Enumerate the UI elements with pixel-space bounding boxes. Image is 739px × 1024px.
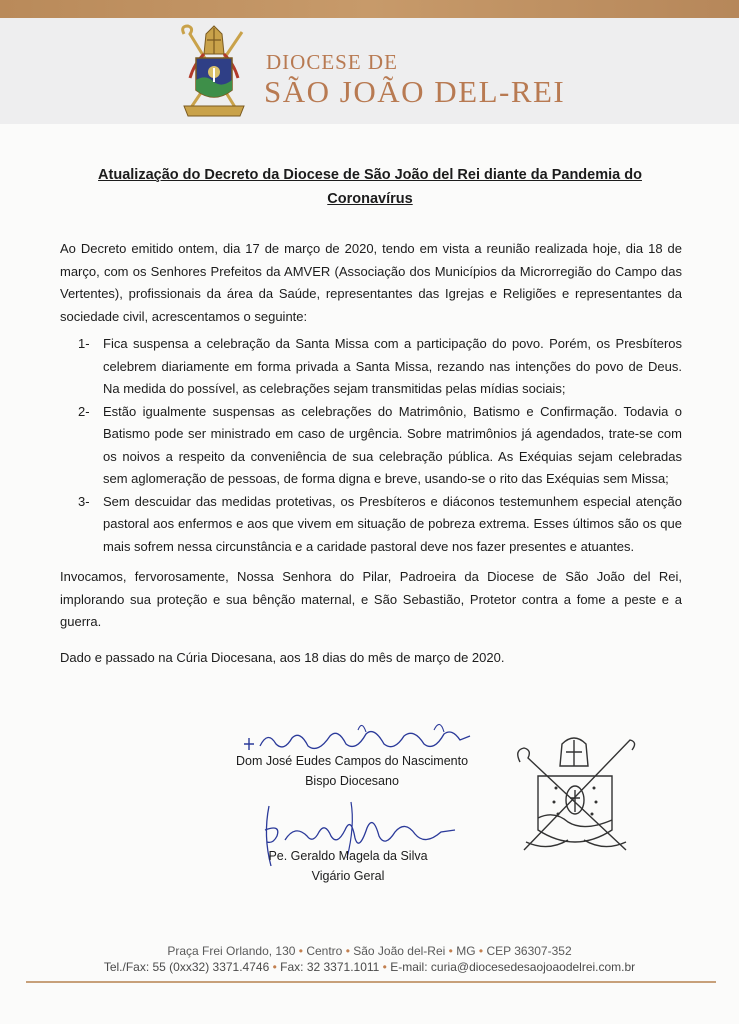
item-text: Fica suspensa a celebração da Santa Missa com a participação do povo. Porém, os Presbíteros celebrem diariamente em forma privada a Santa Missa, rezando nas intenções do povo de Deus. Na medida do possível, as celebrações sejam transmitidas pelas mídias sociais; xyxy=(103,336,682,396)
dated-line: Dado e passado na Cúria Diocesana, aos 18 dias do mês de março de 2020. xyxy=(60,649,505,665)
footer-divider xyxy=(26,981,716,983)
org-name-line2: SÃO JOÃO DEL-REI xyxy=(264,74,566,109)
footer-address xyxy=(0,944,739,958)
bishop-signature xyxy=(238,716,478,756)
org-name-line1: DIOCESE DE xyxy=(266,50,398,74)
footer-state: MG xyxy=(456,944,476,958)
separator-dot-icon: • xyxy=(448,944,457,958)
list-item xyxy=(78,333,682,401)
signer2-title: Vigário Geral xyxy=(311,869,385,883)
title-line2: Coronavírus xyxy=(327,191,413,207)
separator-dot-icon: • xyxy=(478,944,487,958)
decree-items-list xyxy=(60,333,682,558)
footer-fax: Fax: 32 3371.1011 xyxy=(280,960,380,974)
top-color-band xyxy=(0,0,739,18)
diocese-coat-of-arms-icon xyxy=(176,24,252,120)
episcopal-stamp-icon xyxy=(508,732,643,862)
item-number: 3- xyxy=(78,493,90,509)
separator-dot-icon: • xyxy=(382,960,391,974)
list-item xyxy=(78,401,682,491)
footer-city: São João del-Rei xyxy=(353,944,446,958)
item-text: Sem descuidar das medidas protetivas, os Presbíteros e diáconos testemunhem especial atenção pastoral aos enfermos e aos que vivem em situação de pobreza extrema. Esses últimos são os que mais sofrem nessa circunstância e a caridade pastoral deve nos fazer presentes e atuantes. xyxy=(103,493,682,554)
item-number: 1- xyxy=(78,336,90,351)
separator-dot-icon: • xyxy=(298,944,307,958)
footer-district: Centro xyxy=(306,944,343,958)
footer-zip: CEP 36307-352 xyxy=(486,944,572,958)
document-body xyxy=(60,238,682,669)
item-number: 2- xyxy=(78,403,90,419)
letterhead xyxy=(0,18,739,124)
separator-dot-icon: • xyxy=(272,960,281,974)
footer-street: Praça Frei Orlando, 130 xyxy=(167,944,296,958)
title-line1: Atualização do Decreto da Diocese de São João del Rei diante da Pandemia do xyxy=(98,167,642,183)
document-title xyxy=(60,163,680,211)
item-text: Estão igualmente suspensas as celebrações do Matrimônio, Batismo e Confirmação. Todavia o Batismo pode ser ministrado em caso de urgência. Sobre matrimônios já agendados, trate-se com os noivos a respeito da conveniência de sua celebração pública. As Exéquias sejam celebradas sem aglomeração de pessoas, de forma digna e breve, usando-se o rito das Exéquias sem Missa; xyxy=(103,403,682,486)
list-item xyxy=(78,491,682,559)
invocation-paragraph: Invocamos, fervorosamente, Nossa Senhora do Pilar, Padroeira da Diocese de São João del Rei, implorando sua proteção e sua bênção maternal, e São Sebastião, Protetor contra a fome a peste e a guerra. xyxy=(60,569,682,629)
intro-paragraph: Ao Decreto emitido ontem, dia 17 de março de 2020, tendo em vista a reunião realizada hoje, dia 18 de março, com os Senhores Prefeitos da AMVER (Associação dos Municípios da Microrregião do Campo das Vertentes), profissionais da área da Saúde, representantes das Igrejas e Religiões e representantes da sociedade civil, acrescentamos o seguinte: xyxy=(60,241,682,324)
footer-email[interactable]: E-mail: curia@diocesedesaojoaodelrei.com.br xyxy=(390,960,636,974)
footer-contact xyxy=(0,960,739,974)
signer1-title: Bispo Diocesano xyxy=(305,774,399,788)
footer-phone: Tel./Fax: 55 (0xx32) 3371.4746 xyxy=(103,960,270,974)
separator-dot-icon: • xyxy=(345,944,354,958)
signer1-name: Dom José Eudes Campos do Nascimento xyxy=(235,754,469,768)
signer2-name: Pe. Geraldo Magela da Silva xyxy=(268,849,428,863)
